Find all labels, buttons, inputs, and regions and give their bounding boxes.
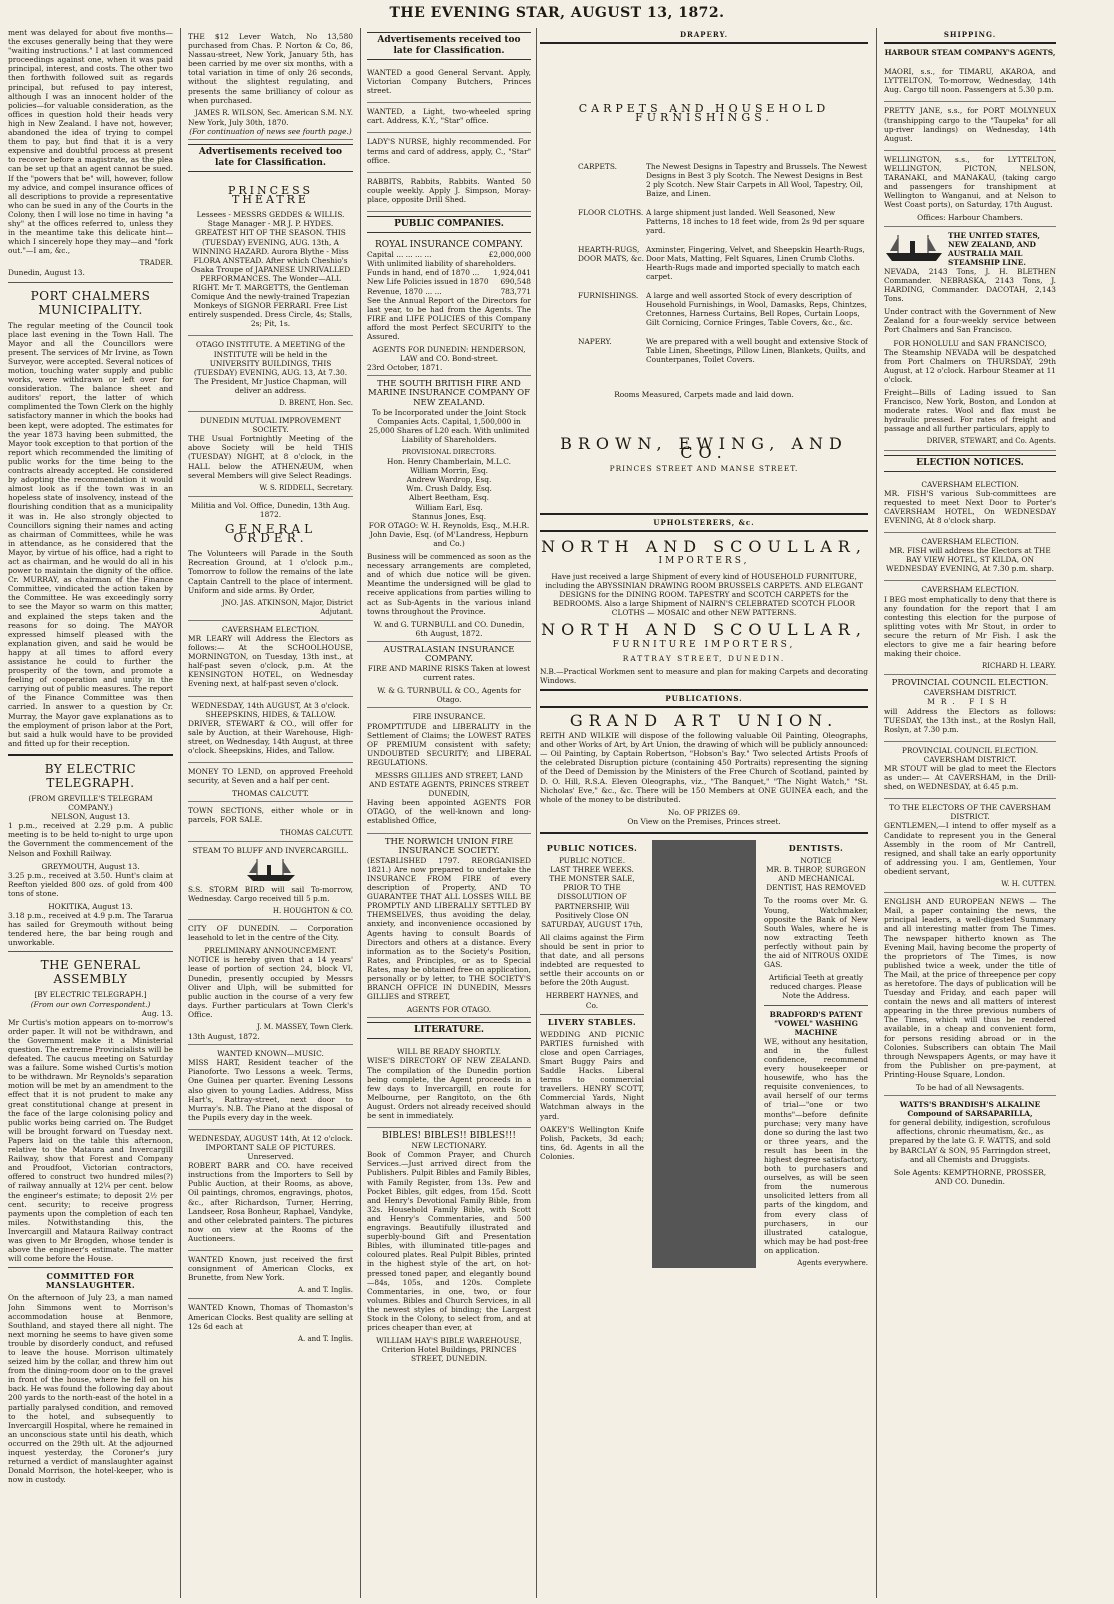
ad-text: WANTED, a Light, two-wheeled spring cart. Address, K.Y., "Star" office. (367, 107, 531, 126)
ad-text: Freight—Bills of Lading issued to San Francisco, New York, Boston, and London at moderate rates. Wool and flax must be hydraulic pressed. For rates of freight and passage and all further particulars, apply to (884, 388, 1056, 434)
ad-text: S.S. STORM BIRD will sail To-morrow, Wednesday. Cargo received till 5 p.m. (188, 884, 353, 903)
provincial-council-ad (884, 675, 1056, 742)
otago-institute-ad (188, 336, 353, 412)
ad-text: OAKEY'S Wellington Knife Polish, Packets, 3d each; tins, 6d. Agents in all the Colonies. (540, 1124, 644, 1161)
ad-title: THE NORWICH UNION FIRE INSURANCE SOCIETY. (384, 836, 514, 856)
two-column-block (540, 840, 868, 1268)
royal-insurance-ad (367, 237, 531, 376)
section-heading: Advertisements received too late for Classification. (367, 32, 531, 60)
dentists-block (764, 840, 868, 1268)
south-british-ad (367, 376, 531, 642)
ad-subtitle: MR. B. THROP, SURGEON AND MECHANICAL DENTIST, HAS REMOVED (766, 865, 866, 893)
ad-agents: AGENTS FOR DUNEDIN: HENDERSON, LAW and CO. Bond-street. (372, 345, 526, 364)
ad-address: RATTRAY STREET, DUNEDIN. (622, 653, 786, 663)
ad-text: MR. FISH will address the Electors at THE BAY VIEW HOTEL, ST KILDA, ON WEDNESDAY EVENING, At 7.30 p.m. sharp. (885, 546, 1055, 574)
ad-note: N.B.—Practical Workmen sent to measure and plan for making Carpets and decorating Windows. (540, 666, 868, 685)
ad-address: PRINCES STREET AND MANSE STREET. (609, 463, 799, 473)
ad-text: PROMPTITUDE and LIBERALITY in the Settlement of Claims; the LOWEST RATES OF PREMIUM consistent with safety; UNDOUBTED SECURITY; and LIBERAL REGULATIONS. (367, 721, 531, 767)
divider (540, 832, 868, 834)
director-name: Wm. Crush Daldy, Esq. (406, 484, 492, 494)
ad-signature: JNO. JAS. ATKINSON, Major, District Adjutant. (221, 598, 353, 616)
ad-text: for general debility, indigestion, scrofulous affections, chronic rheumatism, &c., as prepared by the late G. F. WATTS, and sold by BARCLAY & SON, 95 Farringdon street, and all Chemists and Druggists. (889, 1118, 1051, 1164)
article-subheading: (From our own Correspondent.) (30, 999, 151, 1009)
ad-title: PUBLIC NOTICE. (558, 856, 626, 866)
fire-insurance-ad (367, 708, 531, 833)
carpets-table (540, 162, 868, 374)
ad-text: FIRE AND MARINE RISKS Taken at lowest current rates. (367, 664, 531, 683)
ad-text: MR LEARY will Address the Electors as follows:— At the SCHOOLHOUSE, MORNINGTON, on Tuesday, 13th inst., at half-past seven o'clock, p.m. At the KENSINGTON HOTEL, on Wednesday Evening next, at half-past seven o'clock. (188, 633, 353, 689)
ad-subtitle: NEW LECTIONARY. (411, 1141, 487, 1151)
cutten-ad (884, 799, 1056, 893)
column-advertisements (188, 28, 353, 1598)
section-heading: DRAPERY. (540, 28, 868, 44)
ad-note: To be had of all Newsagents. (915, 1083, 1025, 1092)
clocks-ad (188, 1251, 353, 1299)
article-subheading: (FROM GREVILLE'S TELEGRAM COMPANY.) (28, 793, 153, 813)
ad-signature: Sole Agents: KEMPTHORNE, PROSSER, AND CO. Dunedin. (893, 1167, 1047, 1186)
ad-text: WISE'S DIRECTORY OF NEW ZEALAND. The compilation of the Dunedin portion being complete, the Agent proceeds in a few days to Invercargill, en route for Melbourne, per Rangitoto, on the 6th August. Orders not already received should be sent in immediately. (367, 1056, 531, 1120)
australasian-insurance-ad (367, 642, 531, 709)
ad-title: CAVERSHAM ELECTION. (921, 479, 1019, 489)
rabbits-ad (367, 173, 531, 212)
storm-bird-ad (188, 842, 353, 920)
ad-text: THE $12 Lever Watch, No 13,580 purchased from Chas. P. Norton & Co, 86, Nassau-street, New York, January 5th, has been carried by me over six months, with a total variation in time of only 26 seconds, without the slightest regulating, and presents the same brilliancy of colour as when purchased. (188, 32, 353, 105)
ad-subtitle: CAVERSHAM DISTRICT. (923, 688, 1017, 698)
ad-subtitle: PROVISIONAL DIRECTORS. (401, 448, 497, 456)
ad-text: MR. FISH'S various Sub-committees are requested to meet Next Door to Porter's CAVERSHAM HOTEL, On WEDNESDAY EVENING, At 8 o'clock sharp. (884, 488, 1056, 525)
director-name: Stannus Jones, Esq. (411, 511, 487, 521)
town-sections-ad (188, 802, 353, 841)
figure-row (367, 268, 531, 277)
section-heading: PUBLIC NOTICES. (546, 843, 638, 853)
caversham-election-ad (188, 621, 353, 697)
divider (8, 1267, 173, 1268)
dateline: NELSON, August 13. (50, 812, 131, 822)
ad-title: PRINCESS THEATRE (228, 184, 313, 207)
article-heading: PORT CHALMERS MUNICIPALITY. (30, 288, 151, 317)
us-mail-line-ad (884, 227, 1056, 451)
princess-theatre-ad (188, 176, 353, 336)
ad-text: CITY OF DUNEDIN. — Corporation leasehold to let in the centre of the City. (188, 924, 353, 943)
ad-title: PRELIMINARY ANNOUNCEMENT. (204, 946, 337, 956)
ad-text: To the rooms over Mr. G. Young, Watchmaker, opposite the Bank of New South Wales, where he is now extracting Teeth perfectly without pain by the aid of NITROUS OXIDE GAS. (764, 896, 868, 970)
sarsaparilla-ad (884, 1096, 1056, 1189)
ad-signature: THOMAS CALCUTT. (280, 828, 353, 837)
ad-text: The Steamship NEVADA will be despatched from Port Chalmers on THURSDAY, 29th August, at 12 o'clock. Harbour Steamer at 11 o'clock. (884, 347, 1056, 384)
telegram-text: 1 p.m., received at 2.29 p.m. A public meeting is to be held to-night to urge upon the Government the commencement of the Nelson and Foxhill Railway. (8, 821, 173, 858)
ad-text: Book of Common Prayer, and Church Services.—Just arrived direct from the Publishers. Pulpit Bibles and Family Bibles, with Family Register, from 13s. Pew and Pocket Bibles, gilt edges, from 15d. Scott and Henry's Devotional Family Bible, from 32s. Household Family Bible, with Scott and Henry's Commentaries, and 500 engravings. Beautifully illustrated and superbly-bound Gift and Presentation Bibles, with illuminated title-pages and coloured plates. Real Pulpit Bibles, printed in the highest style of the art, on hot-pressed toned paper, and elegantly bound—84s, 105s, and 120s. Complete Commentaries, in one, two, or four volumes. Bibles and Church Services, in all the newest styles of binding; the Largest Stock in the Colony, to select from, and at prices cheaper than ever, at (367, 1150, 531, 1333)
stout-ad (884, 742, 1056, 799)
ad-text: NOTICE is hereby given that a 14 years' lease of portion of section 24, block VI, Dunedin, presently occupied by Messrs Oliver and Ulph, will be submitted for public auction in the course of a very few days. Further particulars at Town Clerk's Office. (188, 955, 353, 1019)
ad-title: AUSTRALASIAN INSURANCE COMPANY. (383, 644, 515, 664)
ad-text: Business will be commenced as soon as the necessary arrangements are completed, and of which due notice will be given. Meantime the undersigned will be glad to receive applications from parties willing to act as Sub-Agents in the various inland towns throughout the Province. (367, 552, 531, 616)
ad-date: 13th August, 1872. (188, 1032, 260, 1042)
mutual-improvement-ad (188, 412, 353, 497)
ad-text: To be Incorporated under the Joint Stock Companies Acts. Capital, 1,500,000 in 25,000 Shares of L20 each. With unlimited Liability of Shareholders. (368, 407, 530, 444)
letter-signature: TRADER. (139, 259, 173, 268)
column-rule (652, 840, 756, 1268)
ad-title: BROWN, EWING, AND CO. (560, 434, 848, 463)
cart-ad (367, 103, 531, 133)
city-lease-ad (188, 920, 353, 1045)
ad-text: All claims against the Firm should be sent in prior to that date, and all persons indebted are requested to settle their accounts on or before the 20th August. (540, 932, 644, 988)
ad-text: The Volunteers will Parade in the South Recreation Ground, at 1 o'clock p.m., Tomorrow to follow the remains of the late Captain Cantrell to the place of interment. Uniform and side arms. By Order, (188, 549, 353, 595)
row-category: NAPERY. (578, 337, 612, 347)
ad-signature: WILLIAM HAY'S BIBLE WAREHOUSE, Criterion Hotel Buildings, PRINCES STREET, DUNEDIN. (376, 1336, 522, 1364)
ad-text: WELLINGTON, s.s., for LYTTELTON, WELLINGTON, PICTON, NELSON, TARANAKI, and MANAKAU, (taking cargo and passengers for transhipment at Wellington to Wanganui, and at Nelson to West Coast ports), on Saturday, 17th August. (884, 154, 1056, 210)
article-heading: BY ELECTRIC TELEGRAPH. (44, 761, 137, 790)
ad-signature: A. and T. Inglis. (297, 1286, 353, 1295)
figure-value: 1,924,041 (493, 268, 531, 278)
ad-note: Offices: Harbour Chambers. (917, 213, 1023, 223)
ad-title: WATTS'S BRANDISH'S ALKALINE Compound of SARSAPARILLA, (899, 1100, 1041, 1119)
figure-row (367, 259, 531, 268)
row-description: A large and well assorted Stock of every description of Household Furnishings, in Wool, Damasks, Reps, Chintzes, Cretonnes, Harness Curtains, Bell Ropes, Curtain Loops, Gilt Cornicing, Cornice Fringes, Table Covers, &c., &c. (646, 291, 868, 328)
ad-title: WEDNESDAY, 14th AUGUST, At 3 o'clock. (191, 700, 350, 710)
figure-label: Funds in hand, end of 1870 ... (367, 268, 480, 278)
ad-signature: RICHARD H. LEARY. (981, 662, 1056, 671)
ad-text: WEDDING AND PICNIC PARTIES furnished with close and open Carriages, Smart Buggy Pairs and Saddle Hacks. Liberal terms to commercial travellers. HENRY SCOTT, Commercial Yards, Night Watchman always in the yard. (540, 1029, 644, 1121)
row-description: The Newest Designs in Tapestry and Brussels. The Newest Designs in Best 3 ply Scotch. The Newest Designs in Best 2 ply Scotch. New Stair Carpets in All Wool, Tapestry, Oil, Baize, and Linen. (646, 162, 867, 199)
row-description: Axminster, Fingering, Velvet, and Sheepskin Hearth-Rugs, Door Mats, Matting, Felt Squares, Linen Crumb Cloths. Hearth-Rugs made and imported specially to match each carpet. (646, 245, 865, 282)
figure-row (367, 277, 531, 286)
figure-row (367, 287, 531, 296)
ad-title: FIRE INSURANCE. (412, 712, 486, 722)
row-description: We are prepared with a well bought and extensive Stock of Table Linen, Sheetings, Pillow Linen, Blankets, Quilts, and Counterpanes, Toilet Covers. (646, 337, 868, 365)
ad-place: Militia and Vol. Office, Dunedin, 13th Aug. 1872. (190, 500, 351, 519)
ad-signature: AGENTS FOR OTAGO. (406, 1005, 492, 1015)
row-category: FURNISHINGS. (578, 291, 639, 301)
divider (8, 282, 173, 283)
column-news (8, 28, 173, 1598)
ad-title: BRADFORD'S PATENT "VOWEL" WASHING MACHINE (769, 1009, 863, 1037)
ad-subtitle: No. OF PRIZES 69. (667, 807, 741, 817)
ad-title: PROVINCIAL COUNCIL ELECTION. CAVERSHAM DISTRICT. (901, 745, 1039, 764)
ad-text: TOWN SECTIONS, either whole or in parcels, FOR SALE. (188, 806, 353, 825)
ad-signature: W. and G. TURNBULL and CO. Dunedin, 6th August, 1872. (373, 619, 525, 638)
ad-signature: THOMAS CALCUTT. (232, 789, 309, 799)
letter-date: Dunedin, August 13. (8, 268, 85, 278)
section-heading: ELECTION NOTICES. (884, 455, 1056, 472)
ad-signature: D. BRENT, Hon. Sec. (279, 399, 353, 407)
section-heading: DENTISTS. (788, 843, 844, 853)
ad-title: ROYAL INSURANCE COMPANY. (374, 240, 524, 251)
caversham-ad-2 (884, 533, 1056, 581)
figure-value: £2,000,000 (488, 250, 531, 260)
section-heading: UPHOLSTERERS, &c. (540, 513, 868, 532)
ad-text: LADY'S NURSE, highly recommended. For terms and card of address, apply, C., "Star" office. (367, 137, 531, 165)
ad-title: BIBLES! BIBLES!! BIBLES!!! (382, 1131, 516, 1142)
row-description: A large shipment just landed. Well Seasoned, New Patterns, 18 inches to 18 feet wide, from 2s 9d per square yard. (646, 208, 865, 236)
wise-directory-ad (367, 1043, 531, 1128)
section-heading: PUBLICATIONS. (540, 689, 868, 708)
ad-text: See the Annual Report of the Directors for last year, to be had from the Agents. The FIRE and LIFE POLICIES of this Company afford the most Perfect SECURITY to the Assured. (367, 295, 531, 341)
ad-text: Having been appointed AGENTS FOR OTAGO, of the well-known and long-established Office, (367, 798, 531, 826)
letter-text: ment was delayed for about five months—the excuses generally being that they were "waiting instructions." I at last commenced proceedings against one, when it was paid principal, interest, and costs. The other two then forthwith followed suit as regards principal, but refused to pay interest, although I was an innocent holder of the policies—for valuable consideration, as the offices in question hold their heads very high in New Zealand. I have not, however, abandoned the idea of trying to compel them to pay, but find that it is a very expensive and doubtful process at present to recover before a magistrate, as the plea can be set up that an agent cannot be sued. If the "powers that be" will, however, follow my advice, and compel insurance offices of all descriptions to provide a representative who can be sued in any of the Courts in the Colony, then I will lose no time in having "a shy" at the offices referred to, unless they in the meantime take this delicate hint—which I sincerely hope they may—and "fork out."—I am, &c., (8, 28, 173, 256)
article-body: The regular meeting of the Council took place last evening in the Town Hall. The Mayor and all the Councillors were present. The services of Mr Irvine, as Town Surveyor, were accepted. Several notices of motion, touching water supply and public works, were withdrawn or left over for consideration. The balance sheet and auditors' report, the latter of which complimented the Town Clerk on the highly satisfactory manner in which the books had been kept, were adopted. The estimates for the year 1873 having been submitted, the Mayor took exception to that portion of the report which recommended the limiting of public works for the time being to the contracts already accepted. He considered by adopting the recommendation it would almost look as if the town was in an hopeless state of insolvency, instead of the flourishing condition that as a municipality it was in. He also strongly objected to Councillors signing their names and acting as chairman of Committees, while he was in attendance, as he considered that the Mayor, by virtue of his office, had a right to act as chairman, and he would do all in his power to maintain the dignity of the office. Cr. MURRAY, as chairman of the Finance Committee, vindicated the action taken by the Committee. He was exceedingly sorry to see the Mayor so warm on this matter, and explained the steps taken and the reasons for so doing. The MAYOR expressed himself pleased with the explanation given, and said he would be happy at all times to afford every assistance he could to further the prosperity of the town, and promote a feeling of cooperation and unity in the carrying out of public measures. The report of the Finance Committee was then carried. In answer to a question by Cr. Murray, the Mayor gave explanations as to the employment of prison labor at the Port, but said a hulk would have to be provided and fitted up for their reception. (8, 320, 173, 748)
ad-signature: JAMES R. WILSON, Sec. American S.M. N.Y. (195, 108, 353, 117)
ad-text: MAORI, s.s., for TIMARU, AKAROA, and LYTTELTON, To-morrow, Wednesday, 14th Aug. Cargo till noon. Passengers at 5.30 p.m. (884, 67, 1056, 95)
ad-signature: W. & G. TURNBULL & CO., Agents for Otago. (377, 686, 521, 705)
the-mail-ad (884, 893, 1056, 1096)
steamship-icon (245, 857, 297, 883)
ad-text: DRIVER, STEWART & CO., will offer for sale by Auction, at their Warehouse, High-street, on Wednesday, 14th August, at three o'clock. Sheepskins, Hides, and Tallow. (188, 718, 353, 755)
figure-label: New Life Policies issued in 1870 (367, 277, 489, 287)
ad-date: New York, July 30th, 1870. (188, 117, 289, 127)
ad-signature: HERBERT HAYNES, and Co. (545, 991, 639, 1010)
dateline: HOKITIKA, August 13. (48, 901, 133, 911)
table-row (540, 208, 868, 245)
row-category: CARPETS. (578, 162, 618, 172)
ad-subtitle: FURNITURE IMPORTERS, (612, 639, 796, 650)
ad-text: WANTED Known, just received the first consignment of American Clocks, ex Brunette, from New York. (188, 1255, 353, 1283)
norwich-union-ad (367, 834, 531, 1019)
public-notices-block (540, 840, 644, 1268)
ad-title: WILL BE READY SHORTLY. (397, 1047, 501, 1057)
ad-text: ROBERT BARR and CO. have received instructions from the Importers to Sell by Public Auction, at their Rooms, as above, Oil paintings, chromos, engravings, photos, &c., after Richardson, Turner, Herring, Landseer, Rosa Bonheur, Raphael, Vandyke, and other celebrated painters. The pictures now on view at the Rooms of the Auctioneers. (188, 1161, 353, 1243)
ad-text: REITH AND WILKIE will dispose of the following valuable Oil Painting, Oleographs, and other Works of Art, by Art Union, the drawing of which will be publicly announced:— Oil Painting, by Captain Robertson, "Hobson's Bay." Two selected Artists Proofs of the celebrated Disruption picture (containing 450 Portraits) representing the signing of the Deed of Demission by the Ministers of the Free Church of Scotland, painted by D. O. Hill, R.S.A. Eleven Oleographs, viz., "The Banquet," "The Night Watch," "St. Nicholas' Eve," &c., &c. There will be 150 Members at ONE GUINEA each, and the whole of the money to be distributed. (540, 731, 868, 804)
ad-text: will Address the Electors as follows: TUESDAY, the 13th inst., at the Roslyn Hall, Roslyn, at 7.30 p.m. (884, 706, 1056, 734)
ad-note: Rooms Measured, Carpets made and laid down. (614, 390, 794, 400)
ad-subtitle: LAST THREE WEEKS. (550, 865, 634, 875)
ad-text: THE Usual Fortnightly Meeting of the above Society will be held THIS (TUESDAY) NIGHT, at 8 o'clock, in the HALL below the ATHENÆUM, when several Members will give Select Readings. (188, 434, 353, 480)
caversham-ad-1 (884, 476, 1056, 533)
director-name: William Morrin, Esq. (410, 466, 488, 476)
bibles-ad (367, 1128, 531, 1366)
section-heading: Advertisements received too late for Classification. (188, 144, 353, 172)
dateline: GREYMOUTH, August 13. (41, 861, 140, 871)
ad-signature: Agents everywhere. (797, 1259, 868, 1268)
section-heading: PUBLIC COMPANIES. (367, 216, 531, 233)
ad-title: THE UNITED STATES, NEW ZEALAND, AND AUSTRALIA MAIL STEAMSHIP LINE. (948, 230, 1041, 267)
ad-subtitle: IMPORTERS, (658, 555, 750, 566)
ad-text: I BEG most emphatically to deny that there is any foundation for the report that I am contesting this election for the purpose of splitting votes with Mr Stout, in order to secure the return of Mr Fish. I ask the electors to give me a fair hearing before making their choice. (884, 594, 1056, 659)
ad-text: ENGLISH AND EUROPEAN NEWS — The Mail, a paper containing the news, the principal leaders, a well-digested Summary and all interesting matter from The Times. The newspaper hitherto known as The Evening Mail, having become the property of the proprietors of The Times, is now published twice a week, under the title of The Mail, at the price of threepence per copy as heretofore. The days of publication will be Tuesday and Friday, and each paper will contain the news and all matters of interest appearing in the three previous numbers of The Times, which will thus be rendered available, in a cheap and convenient form, for persons residing abroad or in the Colonies. Subscribers can obtain The Mail through Newspapers Agents, or may have it from the Publisher on pre-payment, at Printing-House Square, London. (884, 897, 1056, 1079)
ad-text: Under contract with the Government of New Zealand for a four-weekly service between Port Chalmers and San Francisco. (884, 307, 1056, 335)
directors-list (367, 457, 531, 521)
music-ad (188, 1045, 353, 1130)
ad-subtitle: MR. FISH (927, 697, 1013, 707)
dateline: Aug. 13. (141, 1008, 173, 1018)
ad-title: GRAND ART UNION. (569, 710, 839, 730)
divider (8, 951, 173, 952)
ad-text: (ESTABLISHED 1797. REORGANISED 1821.) Are now prepared to undertake the INSURANCE FROM FIRE of every description of Property, AND TO GUARANTEE THAT ALL LOSSES WILL BE PROMPTLY AND LIBERALLY SETTLED BY THEMSELVES, thus avoiding the delay, anxiety, and inconvenience occasioned by Agents having to consult Boards of Directors and others at a distance. Every information as to the Society's Position, Rates, and Principles, or as to Special Rates, may be obtained free on application, personally or by letter, to THE SOCIETY'S BRANCH OFFICE IN DUNEDIN, Messrs GILLIES and STREET, (367, 855, 531, 1002)
director-name: Andrew Wardrop, Esq. (406, 475, 492, 485)
ad-note: Artificial Teeth at greatly reduced charges. Please Note the Address. (768, 973, 864, 1001)
wellington-ad (884, 151, 1056, 227)
ad-title: PROVINCIAL COUNCIL ELECTION. (891, 678, 1049, 689)
ad-text: GENTLEMEN,—I intend to offer myself as a Candidate to represent you in the General Assembly in the room of Mr Cantrell, resigned, and shall take an early opportunity of addressing you. I am, Gentlemen, Your obedient servant, (884, 821, 1056, 876)
figure-value: 690,548 (500, 277, 531, 287)
ad-title: NORTH AND SCOULLAR, (541, 620, 867, 640)
ad-text: MONEY TO LEND, on approved Freehold security, at Seven and a half per cent. (188, 767, 353, 786)
ad-title: DUNEDIN MUTUAL IMPROVEMENT SOCIETY. (199, 416, 342, 435)
ad-text: GREATEST HIT OF THE SEASON. THIS (TUESDAY) EVENING, AUG. 13th, A WINNING HAZARD. Aurora Blythe - Miss FLORA ANSTEAD. After which Cheshio's Osaka Troupe of JAPANESE UNRIVALLED PERFORMANCES. The Wonder—ALL RIGHT. Mr T. MARGETTS, the Gentleman Comique And the newly-trained Trapezian Monkeys of SIGNOR FERRARI. Free List entirely suspended. Dress Circle, 4s; Stalls, 2s; Pit, 1s. (188, 228, 353, 329)
ad-subtitle: Lessees - MESSRS GEDDES & WILLIS. Stage Manager - MR J. P. HYDES. (196, 210, 345, 229)
royal-figures (367, 250, 531, 295)
general-order-ad (188, 497, 353, 621)
table-row (540, 245, 868, 291)
ad-note: On View on the Premises, Princes street. (627, 816, 781, 826)
ad-signature: W. H. CUTTEN. (1001, 880, 1056, 889)
ad-title: NORTH AND SCOULLAR, (541, 536, 867, 556)
ad-subtitle: FOR HONOLULU and SAN FRANCISCO, (893, 338, 1047, 348)
row-category: HEARTH-RUGS, DOOR MATS, &c. (578, 245, 644, 264)
ad-title: NOTICE (800, 856, 832, 866)
director-name: Albert Beetham, Esq. (409, 493, 489, 503)
ad-signature: W. S. RIDDELL, Secretary. (259, 483, 353, 492)
ad-title: GENERAL ORDER. (224, 522, 317, 546)
ad-date: 23rd October, 1871. (367, 363, 443, 373)
ad-text: THE MONSTER SALE, PRIOR TO THE DISSOLUTION OF PARTNERSHIP, Will Positively Close ON SATURDAY, AUGUST 17th, (541, 874, 643, 929)
figure-label: Capital ... ... ... ... (367, 250, 432, 260)
ad-text: Have just received a large Shipment of every kind of HOUSEHOLD FURNITURE, including the ABYSSINIAN DRAWING ROOM BRUSSELS CARPETS. AND ELEGANT DESIGNS for the DINING ROOM. TAPESTRY and SCOTCH CARPETS for the BEDROOMS. Also a large Shipment of NAIRN'S CELEBRATED SCOTCH FLOOR CLOTHS — MOSAIC and other NEW PATTERNS. (545, 571, 863, 618)
article-heading: THE GENERAL ASSEMBLY (40, 958, 141, 987)
table-row (540, 337, 868, 374)
ad-text: WE, without any hesitation, and in the fullest confidence, recommend every housekeeper or housewife, who has the requisite conveniences, to avail herself of our terms of trial—"one or two months"—before definite purchase; very many have done so during the last two or three years, and the result has been in the highest degree satisfactory, both to purchasers and ourselves, as will be seen from the numerous unsolicited letters from all parts of the kingdom, and from every class of purchasers, in our illustrated catalogue, which may be had post-free on application. (764, 1036, 868, 1255)
ad-text: MR STOUT will be glad to meet the Electors as under:— At CAVERSHAM, in the Drill-shed, on WEDNESDAY, at 6.45 p.m. (884, 764, 1056, 792)
figure-label: Revenue, 1870 ... ... (367, 286, 442, 296)
watch-testimonial (188, 28, 353, 140)
maori-ad (884, 63, 1056, 102)
ad-text: PRETTY JANE, s.s., for PORT MOLYNEUX (transhipping cargo to the "Taupeka" for all up-river landings) on Wednesday, 14th August. (884, 106, 1056, 143)
ad-text: WANTED Known, Thomas of Thomaston's American Clocks. Best quality are selling at 12s 6d each at (188, 1303, 353, 1331)
telegram-text: 3.18 p.m., received at 4.9 p.m. The Tararua has sailed for Greymouth without being tendered here, the bar being rough and unworkable. (8, 911, 173, 948)
masthead: THE EVENING STAR, AUGUST 13, 1872. (389, 5, 725, 21)
pictures-sale-ad (188, 1130, 353, 1251)
divider (764, 1005, 868, 1006)
table-row (540, 162, 868, 208)
ad-title: WEDNESDAY, AUGUST 14th, At 12 o'clock. (188, 1133, 353, 1143)
servant-ad (367, 64, 531, 103)
ad-title: CAVERSHAM ELECTION. (921, 537, 1019, 547)
article-body: On the afternoon of July 23, a man named John Simmons went to Morrison's accommodation house at Benmore, Southland, and stayed there all night. The next morning he seems to have given some trouble by disorderly conduct, and refused to leave the house. Morrison ultimately seized him by the collar, and threw him out from the dining-room door on to the gravel in front of the house, where he fell on his back. He was found the following day about 200 yards to the north-east of the hotel in a partially paralysed condition, and removed to the hotel, and subsequently to Invercargill Hospital, where he remained in an unconscious state until his death, which occurred on the 29th ult. At the adjourned inquest yesterday, the Coroner's jury returned a verdict of manslaughter against Donald Morrison, the hotel-keeper, who is now in custody. (8, 1293, 173, 1485)
section-heading: SHIPPING. (884, 28, 1056, 44)
ad-text: WANTED a good General Servant. Apply, Victorian Company Butchers, Princes street. (367, 68, 531, 96)
section-heading: LIVERY STABLES. (540, 1014, 644, 1027)
column-drapery (540, 28, 868, 1598)
ad-signature: A. and T. Inglis. (297, 1334, 353, 1343)
ad-text: NEVADA, 2143 Tons, J. H. BLETHEN Commander. NEBRASKA, 2143 Tons, J. HARDING, Commander. DACOTAH, 2,143 Tons. (884, 266, 1056, 304)
director-name: William Earl, Esq. (415, 502, 483, 512)
ad-title: STEAM TO BLUFF AND INVERCARGILL. (192, 845, 349, 855)
ad-text: OTAGO INSTITUTE. A MEETING of the INSTITUTE will be held in the UNIVERSITY BUILDINGS, THIS (TUESDAY) EVENING, AUG. 13, At 7.30. The President, Mr Justice Chapman, will deliver an address. (193, 340, 348, 395)
column-rule (876, 28, 877, 1598)
ad-subtitle: IMPORTANT SALE OF PICTURES. Unreserved. (205, 1143, 336, 1162)
table-row (540, 291, 868, 337)
figure-row (367, 250, 531, 259)
ad-title: WANTED KNOWN—MUSIC. (217, 1049, 324, 1059)
column-rule (360, 28, 361, 1598)
thomaston-clocks-ad (188, 1299, 353, 1346)
sheepskins-ad (188, 697, 353, 764)
column-companies (367, 28, 531, 1598)
director-name: Hon. Henry Chamberlain, M.L.C. (387, 457, 511, 467)
article-heading: COMMITTED FOR MANSLAUGHTER. (45, 1271, 136, 1291)
nurse-ad (367, 133, 531, 172)
money-to-lend-ad (188, 763, 353, 802)
ad-signature: H. HOUGHTON & CO. (272, 906, 353, 915)
ad-signature: MESSRS GILLIES AND STREET, LAND AND ESTATE AGENTS, PRINCES STREET DUNEDIN, (369, 771, 529, 799)
ad-title: TO THE ELECTORS OF THE CAVERSHAM DISTRICT. (889, 803, 1051, 822)
column-rule (180, 28, 181, 1598)
ad-text: RABBITS, Rabbits, Rabbits. Wanted 50 couple weekly. Apply J. Simpson, Moray-place, opposite Drill Shed. (367, 176, 531, 204)
figure-label: With unlimited liability of shareholders. (367, 259, 517, 269)
ad-title: THE SOUTH BRITISH FIRE AND MARINE INSURANCE COMPANY OF NEW ZEALAND. (368, 379, 530, 408)
ad-title: CAVERSHAM ELECTION. (221, 624, 320, 634)
column-shipping (884, 28, 1056, 1598)
steamship-icon (884, 233, 944, 263)
figure-value: 783,771 (500, 286, 531, 296)
pretty-jane-ad (884, 102, 1056, 150)
ad-text: MISS HART, Resident teacher of the Pianoforte. Two Lessons a week. Terms, One Guinea per quarter. Evening Lessons also given to young Ladies. Address, Miss Hart's, Rattray-street, next door to Murray's. N.B. The Piano at the disposal of the Pupils every day in the week. (188, 1058, 353, 1122)
ad-title: CAVERSHAM ELECTION. (921, 585, 1019, 595)
divider (8, 754, 173, 756)
ad-signature: DRIVER, STEWART, and Co. Agents. (926, 437, 1056, 446)
ad-title: CARPETS AND HOUSEHOLD FURNISHINGS. (578, 102, 830, 125)
article-body: Mr Curtis's motion appears on to-morrow's order paper. It will not be withdrawn, and the Government make it a Ministerial question. The extreme Provincialists will be defeated. The caucus meeting on Saturday was a failure. Some wished Curtis's motion to be withdrawn. Mr Reynolds's separation motion will be met by an amendment to the effect that it is not prudent to make any great constitutional change at present in the face of the large colonising policy and public works being carried on. The Budget will be brought forward on Tuesday next. Papers laid on the table this afternoon, relative to the Mataura and Invercargill Railway, show that Forest and Company and Proudfoot, Victorian contractors, offered to construct two hundred miles(?) of railway annually at 12¼ per cent. below the engineer's estimate; to deposit 2½ per cent. security; to receive progress payments upon the completion of each ten miles. Notwithstanding this, the Invercargill and Mataura Railway contract was given to Mr Brogden, whose tender is above the engineer's estimate. The matter will come before the House. (8, 1017, 173, 1264)
ad-subtitle: SHEEPSKINS, HIDES, & TALLOW. (205, 709, 336, 719)
section-heading: LITERATURE. (367, 1022, 531, 1039)
column-rule (536, 28, 537, 1598)
ad-title: HARBOUR STEAM COMPANY'S AGENTS, (884, 48, 1056, 58)
ad-signature: J. M. MASSEY, Town Clerk. (257, 1022, 353, 1031)
ad-text: FOR OTAGO: W. H. Reynolds, Esq., M.H.R. John Davie, Esq. (of M'Landress, Hepburn and Co.) (368, 520, 530, 548)
telegram-text: 3.25 p.m., received at 3.50. Hunt's claim at Reefton yielded 800 ozs. of gold from 400 tons of stone. (8, 870, 173, 898)
row-category: FLOOR CLOTHS. (578, 208, 644, 218)
caversham-ad-3 (884, 581, 1056, 675)
article-subheading: [BY ELECTRIC TELEGRAPH.] (34, 990, 147, 1000)
continuation-note: (For continuation of news see fourth page.) (189, 126, 352, 136)
